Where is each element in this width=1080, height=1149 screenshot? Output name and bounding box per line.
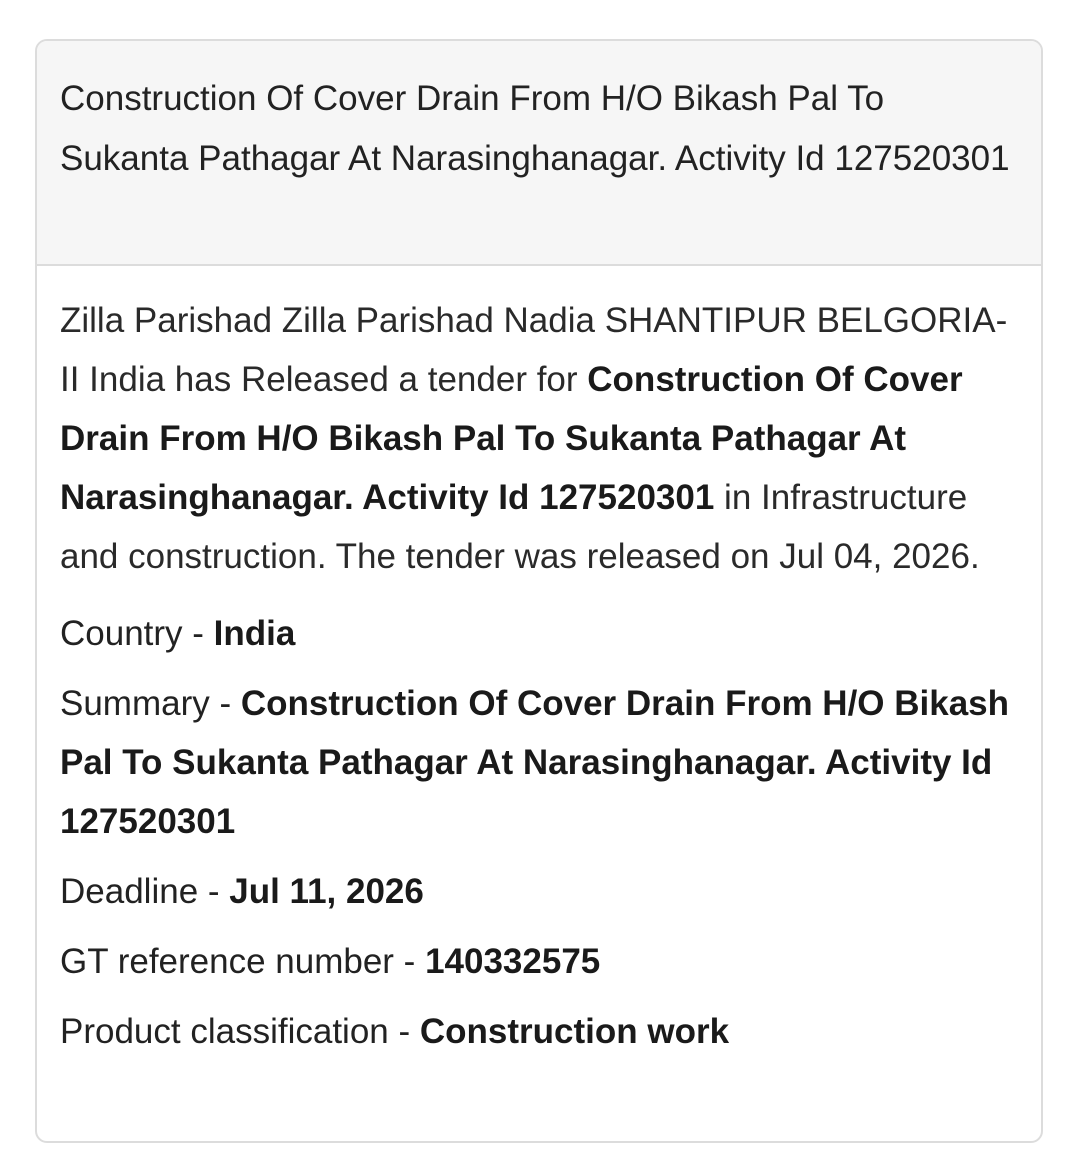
separator: - <box>393 942 426 981</box>
gt-reference-label: GT reference number <box>60 942 394 981</box>
card-header <box>37 41 1041 266</box>
product-classification-value: Construction work <box>419 1012 730 1051</box>
country-label: Country <box>60 614 183 653</box>
deadline-value: Jul 11, 2026 <box>229 872 424 911</box>
intro-tender-title: Construction Of Cover Drain From H/O Bikash Pal To Sukanta Pathagar At Narasinghanagar. Activity Id 127520301 <box>60 360 963 517</box>
intro-text-end: in Infrastructure and construction. The tender was released on Jul 04, 2026. <box>60 478 980 576</box>
separator: - <box>182 614 214 653</box>
summary-label: Summary <box>60 684 210 723</box>
deadline-label: Deadline <box>60 872 199 911</box>
card-body <box>37 266 1041 1092</box>
product-classification-row <box>60 1002 1017 1061</box>
separator: - <box>198 872 230 911</box>
gt-reference-row <box>60 932 1017 991</box>
country-value: India <box>213 614 296 653</box>
summary-value: Construction Of Cover Drain From H/O Bikash Pal To Sukanta Pathagar At Narasinghanagar. Activity Id 127520301 <box>60 684 1010 841</box>
gt-reference-value: 140332575 <box>425 942 601 981</box>
summary-row <box>60 674 1017 851</box>
product-classification-label: Product classification <box>60 1012 389 1051</box>
intro-text-start: Zilla Parishad Zilla Parishad Nadia SHANTIPUR BELGORIA-II India has Released a tender for <box>60 301 1008 399</box>
country-row <box>60 604 1017 663</box>
tender-title[interactable]: Construction Of Cover Drain From H/O Bikash Pal To Sukanta Pathagar At Narasinghanagar. Activity Id 127520301 <box>60 79 1010 178</box>
tender-card <box>35 39 1043 1143</box>
separator: - <box>209 684 241 723</box>
separator: - <box>388 1012 420 1051</box>
tender-intro <box>60 291 1017 586</box>
deadline-row <box>60 862 1017 921</box>
